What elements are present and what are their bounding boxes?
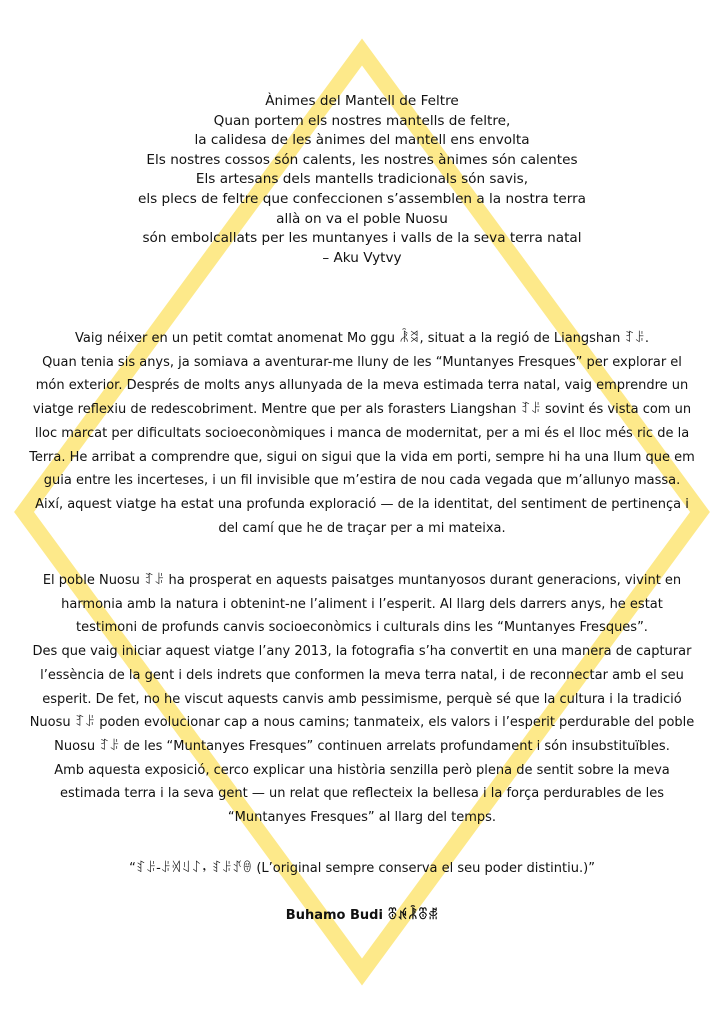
paragraph-line: Així, aquest viatge ha estat una profunda exploració — de la identitat, del sentiment de pertinença i: [35, 496, 689, 512]
poem-line: la calidesa de les ànimes del mantell ens envolta: [194, 132, 530, 149]
paragraph-line: viatge reflexiu de redescobriment. Mentre que per als forasters Liangshan ꆈꌠ sovint és vista com un: [32, 402, 692, 418]
paragraph-line: Amb aquesta exposició, cerco explicar una història senzilla però plena de sentit sobre la meva: [54, 762, 670, 778]
paragraph-line: El poble Nuosu ꆈꌠ ha prosperat en aquests paisatges muntanyosos durant generacions, vivint en: [42, 573, 682, 588]
paragraph-nuosu: [14, 569, 710, 830]
paragraph-line: guia entre les incerteses, i un fil invisible que m’estira de nou cada vegada que m’allunyo massa.: [43, 473, 681, 489]
paragraph-line: del camí que he de traçar per a mi mateixa.: [218, 520, 506, 536]
poem-line: són embolcallats per les muntanyes i valls de la seva terra natal: [142, 230, 582, 247]
paragraph-line: l’essència de la gent i dels indrets que conformen la meva terra natal, i de reconnectar amb el seu: [40, 667, 684, 683]
paragraph-line: lloc marcat per dificultats socioeconòmiques i manca de modernitat, per a mi és el lloc més ric de la: [34, 425, 690, 441]
paragraph-line: esperit. De fet, no he viscut aquests canvis amb pessimisme, perquè sé que la cultura i la tradició: [42, 691, 682, 707]
paragraph-intro: [14, 327, 710, 540]
poem-line: allà on va el poble Nuosu: [276, 210, 448, 227]
author-signature: Buhamo Budi ꁨꉌꂾꁨꅇ: [285, 908, 439, 923]
paragraph-line: Des que vaig iniciar aquest viatge l’any 2013, la fotografia s’ha convertit en una manera de capturar: [32, 644, 692, 660]
paragraph-line: harmonia amb la natura i obtenint-ne l’aliment i l’esperit. Al llarg dels darrers anys, he estat: [61, 596, 663, 612]
paragraph-line: Nuosu ꆈꌠ poden evolucionar cap a nous camins; tanmateix, els valors i l’esperit perdurable del poble: [29, 715, 695, 731]
paragraph-line: “Muntanyes Fresques” al llarg del temps.: [227, 810, 497, 826]
paragraph-line: estimada terra i la seva gent — un relat que reflecteix la bellesa i la força perdurables de les: [59, 786, 665, 802]
poem-line: Quan portem els nostres mantells de feltre,: [213, 112, 511, 129]
poem-author: – Aku Vytvy: [322, 249, 402, 266]
paragraph-line: Vaig néixer en un petit comtat anomenat Mo ggu ꂾꈬ, situat a la regió de Liangshan ꆈꌠ.: [75, 331, 649, 346]
poem-block: [40, 92, 684, 268]
paragraph-line: testimoni de profunds canvis socioeconòmics i culturals dins les “Muntanyes Fresques”.: [76, 620, 648, 636]
poem-title: Ànimes del Mantell de Feltre: [265, 93, 459, 109]
paragraph-line: Terra. He arribat a comprendre que, sigui on sigui que la vida em porti, sempre hi ha una llum que em: [29, 449, 695, 465]
paragraph-line: Quan tenia sis anys, ja somiava a aventurar-me lluny de les “Muntanyes Fresques” per explorar el: [42, 354, 682, 370]
paragraph-line: Nuosu ꆈꌠ de les “Muntanyes Fresques” continuen arrelats profundament i són insubstituïbles.: [54, 738, 670, 754]
poem-line: Els artesans dels mantells tradicionals són savis,: [195, 171, 529, 188]
poem-line: Els nostres cossos són calents, les nostres ànimes són calentes: [146, 151, 578, 168]
closing-quote: “ꆏꌠ-ꌠꄉꆹꋍ，ꆏꌠꀋꇩ (L’original sempre conserva el seu poder distintiu.)”: [129, 861, 595, 876]
poem-line: els plecs de feltre que confeccionen s’assemblen a la nostra terra: [137, 190, 586, 207]
paragraph-line: món exterior. Després de molts anys allunyada de la meva estimada terra natal, vaig emprendre un: [35, 378, 689, 394]
